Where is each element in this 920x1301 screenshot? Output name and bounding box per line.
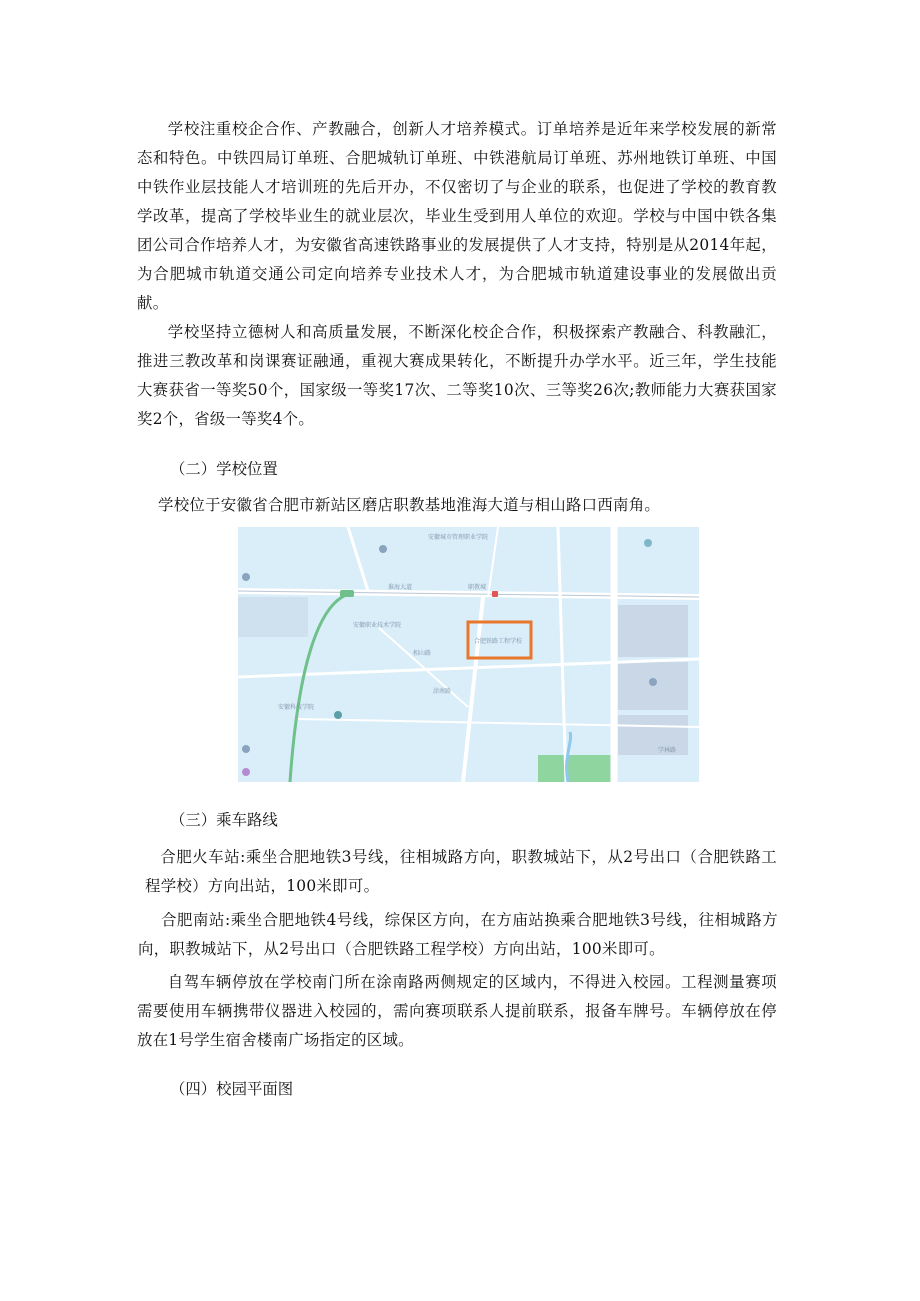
map-label-road-b: 涂南路 xyxy=(433,688,452,695)
intro-paragraph-achievements: 学校坚持立德树人和高质量发展，不断深化校企合作，积极探索产教融合、科教融汇，推进三教改革和岗课赛证融通，重视大赛成果转化，不断提升办学水平。近三年，学生技能大赛获省一等奖50个，国家级一等奖17次、二等奖10次、三等奖26次;教师能力大赛获国家奖2个，省级一等奖4个。 xyxy=(137,323,777,428)
location-map xyxy=(238,527,699,782)
location-map-svg xyxy=(238,527,699,782)
heading-school-location: （二）学校位置 xyxy=(170,460,278,478)
map-block xyxy=(238,597,308,637)
route-railway-station: 合肥火车站:乘坐合肥地铁3号线，往相城路方向，职教城站下，从2号出口（合肥铁路工程学校）方向出站，100米即可。 xyxy=(145,848,777,895)
map-label-college2: 安徽科技学院 xyxy=(278,704,315,711)
poi-icon xyxy=(644,539,652,547)
map-label-school-top: 安徽城市管理职业学院 xyxy=(428,534,489,541)
poi-icon xyxy=(649,678,657,686)
map-label-metro-stop: 职教城 xyxy=(468,584,487,591)
map-label-road-a: 相山路 xyxy=(413,650,432,657)
map-green-park xyxy=(538,755,613,782)
map-block xyxy=(618,605,688,657)
map-label-school: 合肥铁路工程学校 xyxy=(474,638,523,645)
poi-icon xyxy=(242,745,250,753)
poi-icon xyxy=(242,573,250,581)
poi-icon xyxy=(334,711,342,719)
metro-exit-icon xyxy=(492,591,498,597)
map-label-road-c: 学林路 xyxy=(658,747,677,754)
heading-transport-routes: （三）乘车路线 xyxy=(170,811,278,829)
map-block xyxy=(618,715,688,755)
map-label-college1: 安徽职业技术学院 xyxy=(353,622,402,629)
poi-icon xyxy=(379,545,387,553)
poi-icon xyxy=(242,768,250,776)
parking-paragraph: 自驾车辆停放在学校南门所在涂南路两侧规定的区域内，不得进入校园。工程测量赛项需要使用车辆携带仪器进入校园的，需向赛项联系人提前联系，报备车牌号。车辆停放在停放在1号学生宿舍楼南广场指定的区域。 xyxy=(137,973,777,1049)
location-paragraph: 学校位于安徽省合肥市新站区磨店职教基地淮海大道与相山路口西南角。 xyxy=(158,496,661,514)
heading-campus-plan: （四）校园平面图 xyxy=(170,1080,294,1098)
intro-paragraph-cooperation: 学校注重校企合作、产教融合，创新人才培养模式。订单培养是近年来学校发展的新常态和特色。中铁四局订单班、合肥城轨订单班、中铁港航局订单班、苏州地铁订单班、中国中铁作业层技能人才培训班的先后开办，不仅密切了与企业的联系，也促进了学校的教育教学改革，提高了学校毕业生的就业层次，毕业生受到用人单位的欢迎。学校与中国中铁各集团公司合作培养人才，为安徽省高速铁路事业的发展提供了人才支持，特别是从2014年起，为合肥城市轨道交通公司定向培养专业技术人才，为合肥城市轨道建设事业的发展做出贡献。 xyxy=(137,120,777,312)
map-label-north-road: 淮海大道 xyxy=(388,584,413,591)
route-south-station: 合肥南站:乘坐合肥地铁4号线，综保区方向，在方庙站换乘合肥地铁3号线，往相城路方向，职教城站下，从2号出口（合肥铁路工程学校）方向出站，100米即可。 xyxy=(138,911,778,958)
metro-station-icon xyxy=(340,590,354,597)
